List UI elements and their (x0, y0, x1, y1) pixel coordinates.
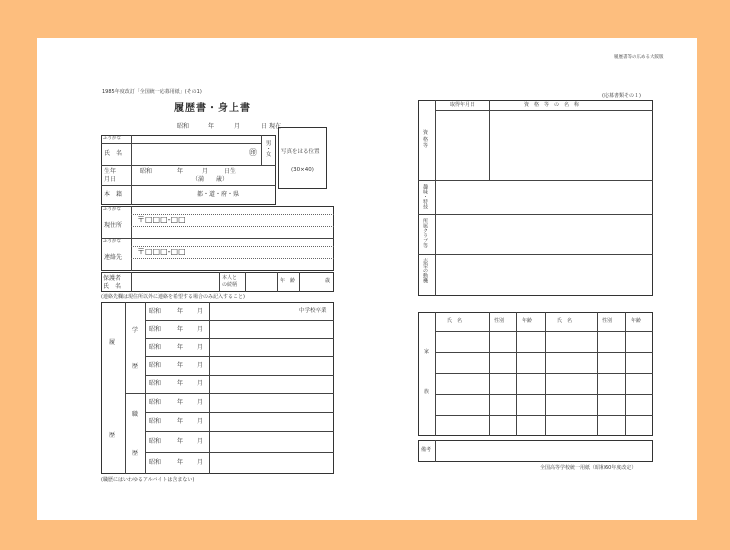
birth-label: 生年 月日 (104, 168, 117, 183)
qualifications-box (418, 100, 653, 296)
prefecture-text: 都・道・府・県 (197, 191, 240, 198)
qual-label: 資 格 等 (423, 130, 429, 149)
address-postal: 〒□□□-□□ (137, 215, 186, 224)
address-label: 現住所 (104, 222, 123, 229)
form-title: 履歴書・身上書 (174, 103, 251, 114)
document-sheet: 履歴書等の広める大阪版 1985年度改訂「全国統一応募用紙」(その1) 履歴書・身上書 昭和 年 月 日 現在 写真をはる位置 (30×40) ふりがな 氏 名 ㊞ 男・女 生年 月日 昭和 年 月 日生 （満 歳） 本 籍 都・道・府・県 ふりがな 現住所 〒□□□-□□ ふりがな 連絡先 〒□□□-□□ 保護者 氏 名 本人と の続柄 年 齢 歳 (連絡先欄は現住所以外に連絡を希望する場合のみ記入すること) 履 歴 学 歴 職 歴 昭和 年 月 昭和 年 月 昭和 年 月 昭和 年 月 昭和 年 月 昭和 年 月 昭和 年 月 昭和 年 月 昭和 年 月 中学校卒業 (職歴にはいわゆるアルバイトは含まない) (応募書類その１) 取得年月日 資 格 等 の 名 称 資 格 等 趣味・特技 所属クラブ等 志望の動機 氏 名 性別 年齢 氏 名 性別 年齢 家 族 備考 全国高等学校統一用紙（昭和60年度改定） (37, 38, 697, 520)
junior-high-text: 中学校卒業 (299, 308, 327, 314)
honseki-label: 本 籍 (104, 191, 123, 198)
furigana-label: ふりがな (103, 136, 121, 141)
relation-label: 本人と の続柄 (222, 275, 238, 288)
remarks-label: 備考 (421, 447, 432, 453)
name-label: 氏 名 (104, 150, 123, 157)
birth-age: （満 歳） (192, 176, 229, 183)
age-label: 年 齢 (280, 278, 296, 284)
motivation-label: 志望の動機 (422, 258, 428, 283)
contact-label: 連絡先 (104, 254, 123, 261)
contact-note: (連絡先欄は現住所以外に連絡を希望する場合のみ記入すること) (101, 294, 245, 300)
family-label: 家 (424, 349, 430, 355)
left-header-note: 1985年度改訂「全国統一応募用紙」(その1) (102, 89, 202, 95)
history-label: 履 (109, 339, 116, 346)
work-label: 職 (132, 411, 139, 418)
remarks-box (418, 440, 653, 462)
personal-info-box (101, 135, 276, 205)
gender-label: 男・女 (264, 140, 271, 157)
qual-header-name: 資 格 等 の 名 称 (524, 102, 580, 108)
guardian-label: 保護者 氏 名 (103, 275, 122, 290)
seal-icon: ㊞ (249, 148, 257, 157)
education-label: 学 (132, 327, 139, 334)
top-right-note: 履歴書等の広める大阪版 (614, 55, 664, 60)
right-header-note: (応募書類その１) (602, 93, 641, 99)
left-footer-note: (職歴にはいわゆるアルバイトは含まない) (101, 477, 195, 483)
hobby-label: 趣味・特技 (422, 184, 428, 209)
contact-postal: 〒□□□-□□ (137, 247, 186, 256)
right-footer-note: 全国高等学校統一用紙（昭和60年度改定） (540, 465, 637, 471)
photo-box: 写真をはる位置 (30×40) (278, 127, 327, 189)
qual-header-date: 取得年月日 (450, 102, 476, 108)
club-label: 所属クラブ等 (422, 218, 428, 248)
